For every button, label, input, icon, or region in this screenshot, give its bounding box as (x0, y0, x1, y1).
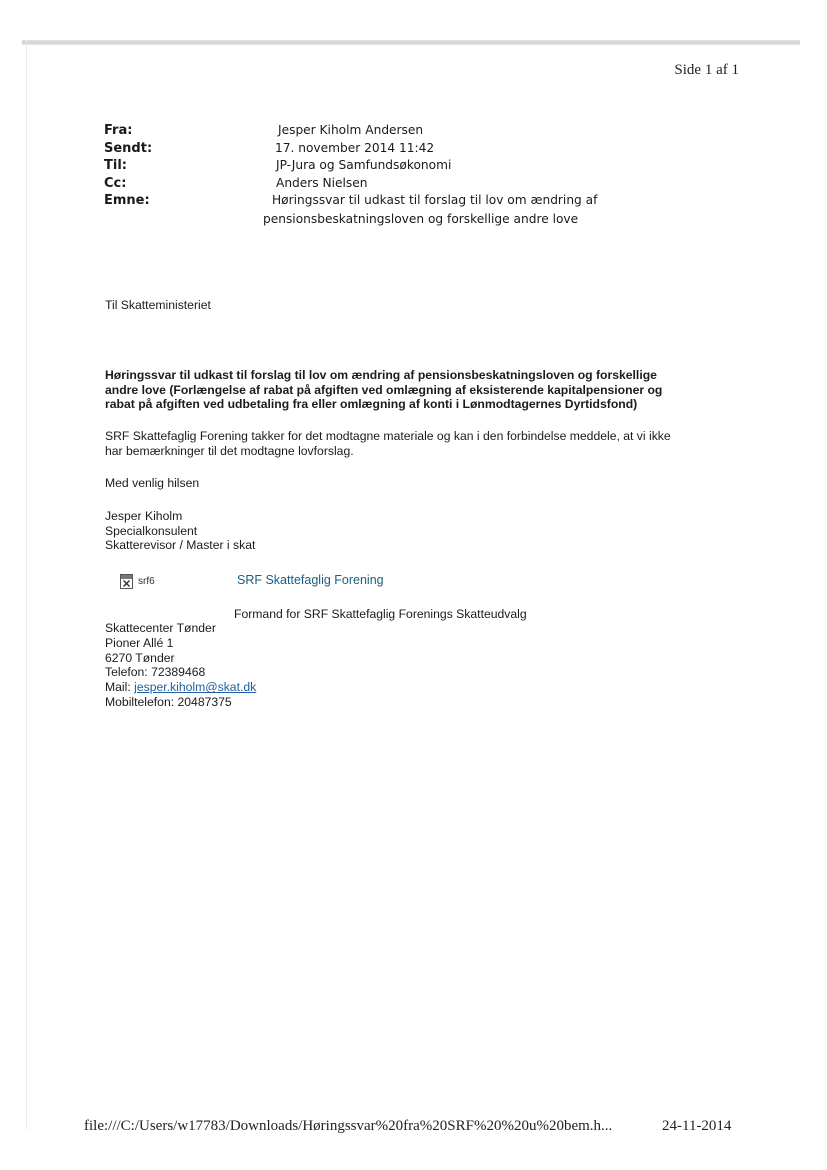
cc-row (104, 176, 624, 194)
paragraph-line: SRF Skattefaglig Forening takker for det modtagne materiale og kan i den forbindelse meddele, at vi ikke (105, 429, 671, 443)
closing: Med venlig hilsen (105, 476, 200, 490)
sent-label: Sendt: (104, 140, 153, 156)
signature-name: Jesper Kiholm (105, 509, 183, 523)
scan-artifact-bar (22, 40, 800, 45)
signature-block (105, 509, 255, 553)
to-row (104, 158, 624, 176)
broken-image-icon (120, 574, 133, 589)
cc-label: Cc: (104, 175, 127, 191)
title-line: rabat på afgiften ved udbetaling fra eller omlægning af konti i Lønmodtagernes Dyrtidsfond) (105, 397, 638, 411)
subject-value-line2: pensionsbeskatningsloven og forskellige andre love (263, 211, 579, 226)
title-line: andre love (Forlængelse af rabat på afgiften ved omlægning af eksisterende kapitalpensioner og (105, 382, 663, 397)
street-address: Pioner Allé 1 (105, 635, 174, 650)
footer-url: file:///C:/Users/w17783/Downloads/Høringssvar%20fra%20SRF%20%20u%20bem.h... (84, 1118, 613, 1134)
to-label: Til: (104, 158, 127, 173)
body-paragraph (105, 429, 725, 458)
office-name: Skattecenter Tønder (105, 621, 216, 635)
cc-value: Anders Nielsen (276, 175, 368, 190)
mail-link[interactable]: jesper.kiholm@skat.dk (134, 680, 257, 695)
email-header (104, 123, 624, 228)
city: 6270 Tønder (105, 650, 175, 665)
page-number: Side 1 af 1 (674, 62, 739, 78)
subject-label: Emne: (104, 193, 150, 208)
sent-row (104, 141, 624, 159)
to-value: JP-Jura og Samfundsøkonomi (276, 158, 452, 172)
contact-block (105, 621, 256, 710)
sent-value: 17. november 2014 11:42 (275, 140, 435, 155)
org-name: SRF Skattefaglig Forening (237, 573, 384, 587)
salutation: Til Skatteministeriet (105, 298, 211, 312)
phone: Telefon: 72389468 (105, 665, 206, 680)
paragraph-line: har bemærkninger til det modtagne lovforslag. (105, 443, 354, 458)
signature-role: Skatterevisor / Master i skat (105, 538, 256, 552)
mail-label: Mail: (105, 680, 135, 695)
from-row (104, 123, 624, 141)
chair-title: Formand for SRF Skattefaglig Forenings Skatteudvalg (234, 607, 527, 621)
letter-title (105, 368, 725, 412)
from-value: Jesper Kiholm Andersen (278, 123, 424, 137)
mobile-phone: Mobiltelefon: 20487375 (105, 694, 232, 709)
page-edge (26, 40, 27, 1130)
logo-placeholder (120, 574, 155, 589)
subject-row (104, 193, 624, 211)
title-line: Høringssvar til udkast til forslag til lov om ændring af pensionsbeskatningsloven og forskellige (105, 368, 657, 382)
logo-alt-text: srf6 (138, 576, 155, 587)
footer-date: 24-11-2014 (662, 1118, 732, 1134)
from-label: Fra: (104, 123, 133, 138)
mail-row (105, 680, 256, 695)
signature-title: Specialkonsulent (105, 523, 198, 538)
subject-value-line1: Høringssvar til udkast til forslag til lov om ændring af (272, 193, 598, 207)
